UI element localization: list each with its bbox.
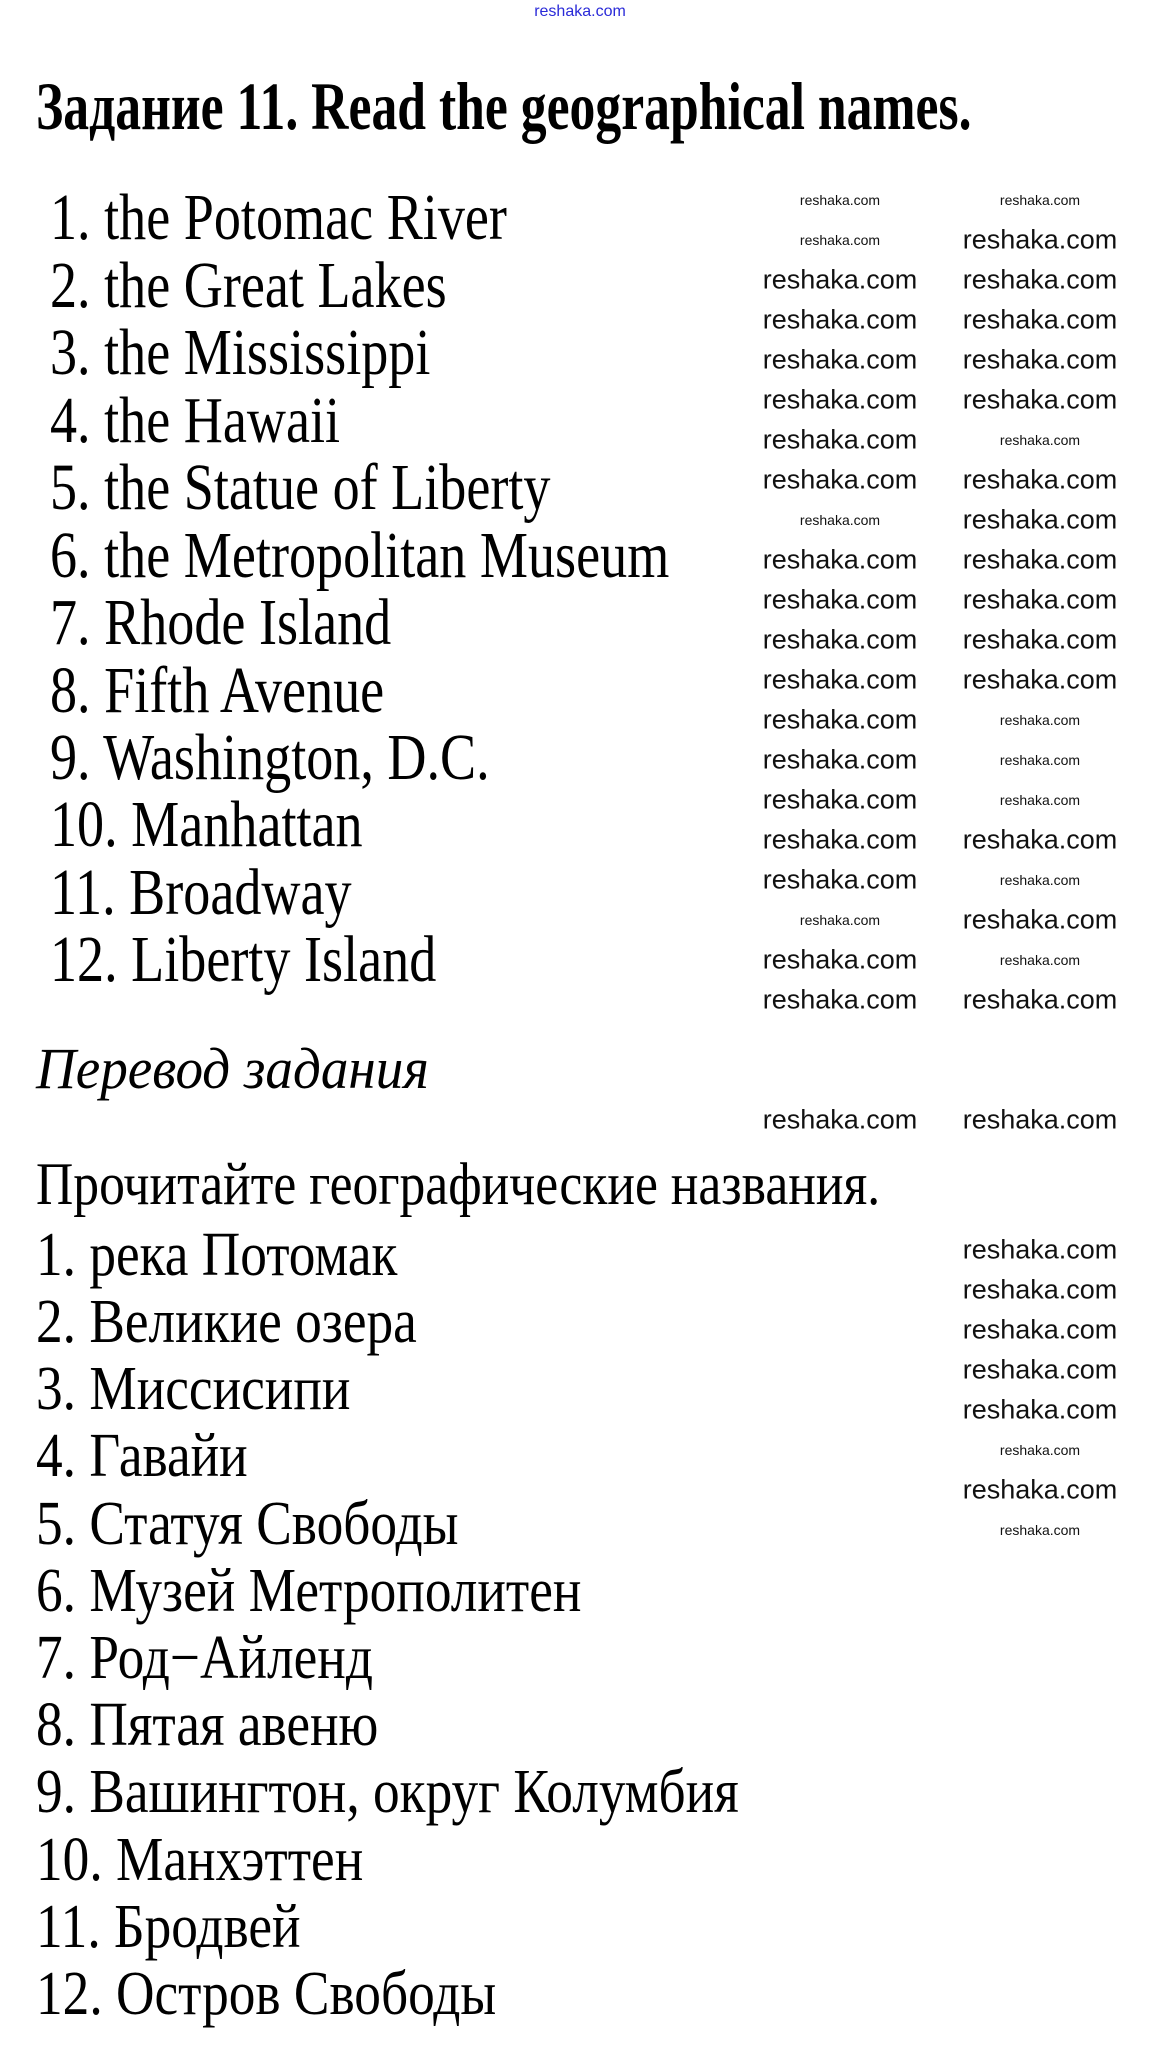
watermark-text: reshaka.com [999,872,1081,888]
watermark-text: reshaka.com [762,944,918,975]
russian-list-item: 12. Остров Свободы [36,1960,497,2029]
watermark-text: reshaka.com [962,824,1118,855]
translation-instruction: Прочитайте географические названия. [36,1151,881,1217]
watermark-text: reshaka.com [962,464,1118,495]
watermark-text: reshaka.com [962,1354,1118,1385]
english-list-item: 11. Broadway [50,855,352,929]
watermark-text: reshaka.com [534,3,626,20]
watermark-text: reshaka.com [799,192,881,208]
watermark-text: reshaka.com [762,464,918,495]
english-list-item: 10. Manhattan [50,788,363,862]
watermark-text: reshaka.com [762,864,918,895]
watermark-text: reshaka.com [962,664,1118,695]
english-list-item: 2. the Great Lakes [50,248,447,322]
watermark-text: reshaka.com [962,504,1118,535]
watermark-text: reshaka.com [999,1522,1081,1538]
watermark-text: reshaka.com [962,224,1118,255]
watermark-text: reshaka.com [762,1104,918,1135]
watermark-text: reshaka.com [999,952,1081,968]
watermark-text: reshaka.com [762,664,918,695]
watermark-text: reshaka.com [999,792,1081,808]
watermark-text: reshaka.com [762,744,918,775]
english-list-item: 7. Rhode Island [50,586,392,660]
watermark-text: reshaka.com [762,264,918,295]
watermark-text: reshaka.com [762,344,918,375]
watermark-text: reshaka.com [962,264,1118,295]
watermark-text: reshaka.com [962,1474,1118,1505]
watermark-text: reshaka.com [962,1394,1118,1425]
russian-list-item: 7. Род−Айленд [36,1624,373,1693]
watermark-text: reshaka.com [999,1442,1081,1458]
watermark-text: reshaka.com [962,1274,1118,1305]
russian-list-item: 4. Гавайи [36,1422,248,1491]
watermark-text: reshaka.com [962,904,1118,935]
russian-list-item: 6. Музей Метрополитен [36,1556,582,1625]
english-list-item: 1. the Potomac River [50,181,507,255]
task-title: Задание 11. Read the geographical names. [36,68,972,144]
russian-list-item: 8. Пятая авеню [36,1691,379,1760]
watermark-text: reshaka.com [999,752,1081,768]
russian-list-item: 2. Великие озера [36,1287,417,1356]
english-list-item: 9. Washington, D.C. [50,721,490,794]
english-list-item: 3. the Mississippi [50,316,431,390]
watermark-text: reshaka.com [999,432,1081,448]
watermark-text: reshaka.com [762,624,918,655]
watermark-text: reshaka.com [962,344,1118,375]
russian-list-item: 11. Бродвей [36,1892,301,1961]
watermark-text: reshaka.com [762,824,918,855]
russian-list-item: 9. Вашингтон, округ Колумбия [36,1758,739,1827]
watermark-text: reshaka.com [962,1104,1118,1135]
english-list-item: 5. the Statue of Liberty [50,451,551,525]
watermark-text: reshaka.com [762,304,918,335]
watermark-text: reshaka.com [762,544,918,575]
russian-list-item: 1. река Потомак [36,1220,398,1289]
watermark-text: reshaka.com [962,1234,1118,1265]
watermark-text: reshaka.com [962,544,1118,575]
watermark-text: reshaka.com [799,912,881,928]
watermark-text: reshaka.com [762,424,918,455]
watermark-text: reshaka.com [962,984,1118,1015]
watermark-text: reshaka.com [799,232,881,248]
english-list-item: 6. the Metropolitan Museum [50,518,670,592]
watermark-text: reshaka.com [762,784,918,815]
english-list-item: 12. Liberty Island [50,923,437,997]
english-list-item: 4. the Hawaii [50,383,341,457]
english-list-item: 8. Fifth Avenue [50,653,385,727]
watermark-text: reshaka.com [762,584,918,615]
watermark-text: reshaka.com [762,704,918,735]
watermark-text: reshaka.com [762,984,918,1015]
watermark-text: reshaka.com [962,1314,1118,1345]
russian-list-item: 3. Миссисипи [36,1355,351,1424]
watermark-text: reshaka.com [962,384,1118,415]
watermark-text: reshaka.com [962,304,1118,335]
watermark-text: reshaka.com [799,512,881,528]
watermark-text: reshaka.com [762,384,918,415]
watermark-text: reshaka.com [999,192,1081,208]
watermark-text: reshaka.com [962,624,1118,655]
translation-heading: Перевод задания [36,1036,429,1101]
russian-list-item: 5. Статуя Свободы [36,1489,459,1558]
russian-list-item: 10. Манхэттен [36,1825,364,1894]
watermark-text: reshaka.com [962,584,1118,615]
watermark-text: reshaka.com [999,712,1081,728]
